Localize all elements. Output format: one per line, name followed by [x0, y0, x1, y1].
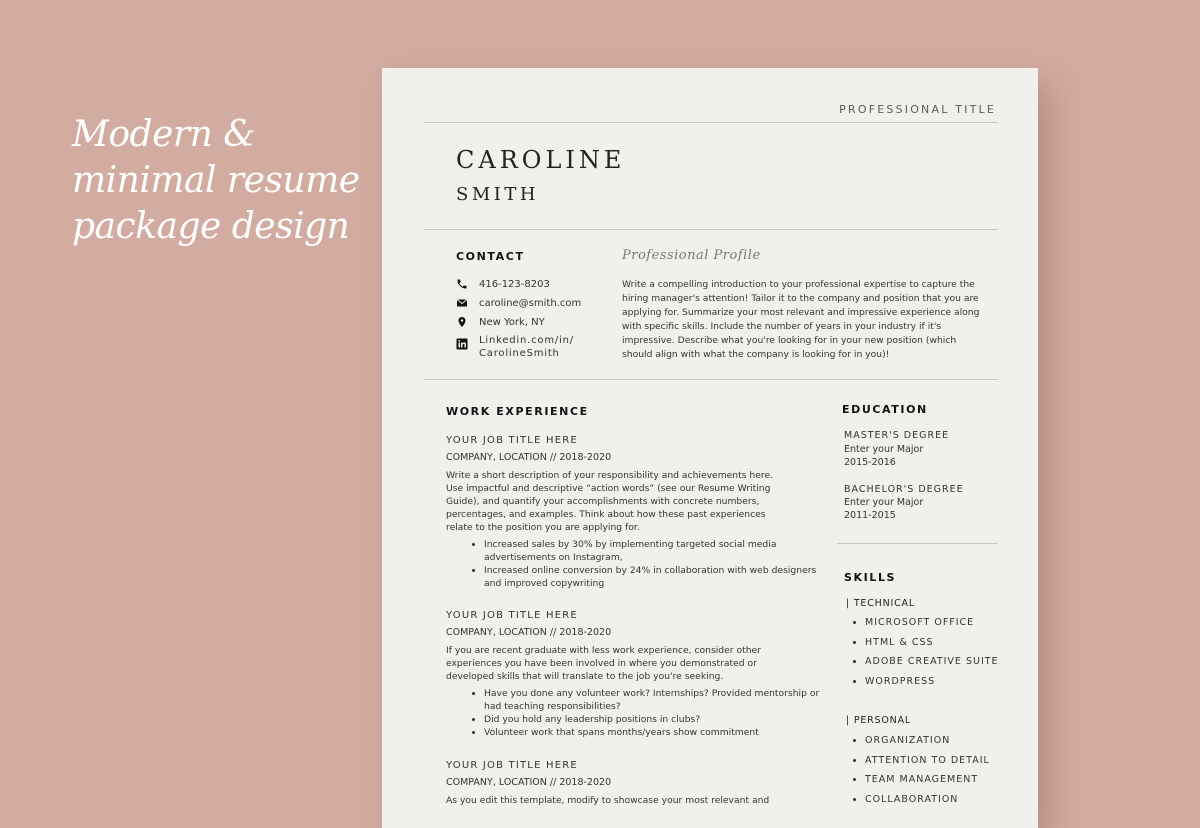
- list-item: • ORGANIZATION: [865, 731, 990, 751]
- skills-personal-list: [848, 731, 990, 809]
- education-major: Enter your Major: [844, 444, 924, 455]
- divider: [837, 543, 998, 544]
- profile-heading: Professional Profile: [622, 248, 761, 263]
- contact-linkedin: [456, 334, 574, 360]
- list-item: • HTML & CSS: [865, 633, 999, 653]
- contact-email-text: caroline@smith.com: [479, 298, 582, 309]
- headline-line-3: package design: [72, 206, 350, 247]
- list-item: • MICROSOFT OFFICE: [865, 613, 999, 633]
- job-bullets: [446, 687, 829, 739]
- job-bullets: [446, 538, 829, 590]
- list-item: • ADOBE CREATIVE SUITE: [865, 652, 999, 672]
- job-company: COMPANY, LOCATION // 2018-2020: [446, 452, 612, 463]
- contact-location-text: New York, NY: [479, 317, 545, 328]
- education-degree: MASTER'S DEGREE: [844, 430, 950, 441]
- education-years: 2011-2015: [844, 510, 896, 521]
- linkedin-icon: [456, 338, 470, 352]
- contact-phone-text: 416-123-8203: [479, 279, 550, 290]
- job-title: YOUR JOB TITLE HERE: [446, 435, 578, 446]
- contact-heading: CONTACT: [456, 250, 525, 263]
- list-item: • Have you done any volunteer work? Internships? Provided mentorship or had teaching responsibilities?: [484, 687, 829, 713]
- list-item: • ATTENTION TO DETAIL: [865, 751, 990, 771]
- profile-body: Write a compelling introduction to your professional expertise to capture the hiring manager's attention! Tailor it to the company and position that you are applying for. Summarize your most relevant and impressive experience along with specific skills. Include the number of years in your industry if it's impressive. Describe what you're looking for in your new position (which should align with what the company is looking for in you)!: [622, 279, 980, 360]
- work-heading: WORK EXPERIENCE: [446, 405, 589, 418]
- job-description: As you edit this template, modify to showcase your most relevant and: [446, 795, 770, 806]
- divider: [424, 122, 998, 123]
- contact-email: [456, 297, 581, 311]
- skills-technical-list: [848, 613, 999, 691]
- skills-personal-label: | PERSONAL: [846, 715, 911, 726]
- first-name: CAROLINE: [456, 146, 626, 174]
- education-degree: BACHELOR'S DEGREE: [844, 484, 964, 495]
- linkedin-line-1: Linkedin.com/in/: [479, 335, 574, 346]
- divider: [424, 379, 998, 380]
- job-description: Write a short description of your responsibility and achievements here. Use impactful and descriptive “action words” (see our Resume Writing Guide), and quantify your accomplishments with concrete numbers, percentages, and examples. Think about how these past experiences relate to the position you are applying for.: [446, 470, 774, 533]
- list-item: • Increased sales by 30% by implementing targeted social media advertisements on Instagram,: [484, 538, 829, 564]
- job-description: If you are recent graduate with less work experience, consider other experiences you have been involved in where you demonstrated or developed skills that will translate to the job you're seeking.: [446, 645, 761, 682]
- education-years: 2015-2016: [844, 457, 896, 468]
- skills-heading: SKILLS: [844, 571, 897, 584]
- linkedin-line-2: CarolineSmith: [479, 348, 560, 359]
- contact-phone: [456, 278, 550, 292]
- resume-sheet: [382, 68, 1038, 828]
- job-company: COMPANY, LOCATION // 2018-2020: [446, 627, 612, 638]
- last-name: SMITH: [456, 184, 540, 205]
- job-title: YOUR JOB TITLE HERE: [446, 760, 578, 771]
- job-company: COMPANY, LOCATION // 2018-2020: [446, 777, 612, 788]
- skills-technical-label: | TECHNICAL: [846, 598, 915, 609]
- education-heading: EDUCATION: [842, 403, 928, 416]
- headline: [72, 112, 360, 250]
- contact-location: [456, 316, 545, 330]
- list-item: • Increased online conversion by 24% in collaboration with web designers and improved copywriting: [484, 564, 829, 590]
- contact-linkedin-text: [479, 334, 574, 360]
- professional-title: PROFESSIONAL TITLE: [839, 103, 996, 116]
- divider: [424, 229, 998, 230]
- phone-icon: [456, 278, 470, 292]
- list-item: • Did you hold any leadership positions in clubs?: [484, 713, 829, 726]
- job-title: YOUR JOB TITLE HERE: [446, 610, 578, 621]
- headline-line-2: minimal resume: [72, 160, 360, 201]
- education-major: Enter your Major: [844, 497, 924, 508]
- headline-line-1: Modern &: [72, 114, 255, 155]
- list-item: • WORDPRESS: [865, 672, 999, 692]
- list-item: • TEAM MANAGEMENT: [865, 770, 990, 790]
- list-item: • COLLABORATION: [865, 790, 990, 810]
- email-icon: [456, 297, 470, 311]
- list-item: • Volunteer work that spans months/years show commitment: [484, 726, 829, 739]
- location-pin-icon: [456, 316, 470, 330]
